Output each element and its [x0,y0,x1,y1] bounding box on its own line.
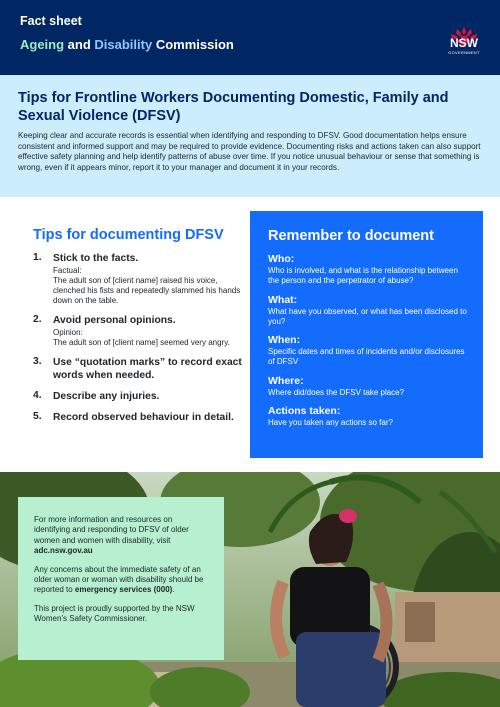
tip-item [33,411,243,424]
remember-item [268,334,468,368]
tip-number: 2. [33,314,42,325]
info-safety-text: Any concerns about the immediate safety of an older woman or woman with disability should be reported to [34,564,204,595]
remember-question: Who: [268,253,295,265]
remember-question: Actions taken: [268,405,341,418]
remember-item [268,405,468,428]
remember-item [268,253,468,287]
tip-number: 3. [33,356,42,367]
commission-word-commission: Commission [152,37,234,52]
remember-question: What: [268,293,298,306]
tip-title: Avoid personal opinions. [53,315,176,326]
tip-subheading: Opinion: [53,328,83,337]
remember-answer: Who is involved, and what is the relationship between the person and the perpetrator of abuse? [268,266,458,286]
tip-item [33,356,243,382]
commission-word-disability: Disability [94,37,153,52]
remember-panel [250,211,483,458]
remember-item [268,294,468,328]
tip-title: Use “quotation marks” to record exact words when needed. [53,357,242,381]
info-safety-end: . [172,585,175,595]
remember-answer: Have you taken any actions so far? [268,418,393,428]
nsw-logo-text: NSW [450,36,478,50]
emergency-services-text: emergency services (000) [74,585,173,595]
commission-word-ageing: Ageing [20,37,65,52]
remember-question: When: [268,334,301,347]
nsw-logo-subtext: GOVERNMENT [448,50,480,55]
remember-question: Where: [268,374,304,387]
tip-title: Record observed behaviour in detail. [53,412,234,423]
tips-heading: Tips for documenting DFSV [33,227,224,243]
page-title: Tips for Frontline Workers Documenting Domestic, Family and Sexual Violence (DFSV) [18,90,449,124]
tip-title: Stick to the facts. [53,253,139,264]
info-resources-text: For more information and resources on identifying and responding to DFSV of older women and women with disability, visit [34,515,189,545]
info-paragraph-support: This project is proudly supported by the NSW Women’s Safety Commissioner. [34,603,195,624]
info-box [18,497,224,660]
tip-number: 5. [33,411,42,422]
info-website-link[interactable]: adc.nsw.gov.au [34,546,93,556]
remember-heading: Remember to document [268,228,434,244]
tip-number: 4. [33,390,42,401]
tip-subheading: Factual: [53,266,82,275]
tip-item [33,390,243,403]
remember-item [268,375,468,398]
remember-answer: Specific dates and times of incidents and/or disclosures of DFSV [268,347,465,367]
tip-number: 1. [33,252,42,263]
page-header [0,0,500,75]
tip-item [33,252,243,306]
fact-sheet-label: Fact sheet [20,14,82,28]
tip-example: The adult son of [client name] raised his voice, clenched his fists and repeatedly slammed his hands down on the table. [53,276,241,305]
remember-answer: Where did/does the DFSV take place? [268,387,405,397]
tip-example: The adult son of [client name] seemed very angry. [53,338,230,347]
info-paragraph-safety [34,565,208,596]
intro-paragraph: Keeping clear and accurate records is essential when identifying and responding to DFSV. Good documentation helps ensure consistent and informed support and may be required to provide evidence. Documenting risks and actions taken can also support effective safety planning and help identify patterns of abuse over time. If you notice unusual behaviour or sense that something is wrong, even if it appears minor, report it to your manager and document it in your records. [18,131,481,172]
tips-list [33,252,243,432]
remember-answer: What have you observed, or what has been disclosed to you? [268,306,467,326]
commission-word-and: and [64,37,95,52]
commission-name [20,37,234,52]
tip-title: Describe any injuries. [53,391,160,402]
tip-item [33,314,243,348]
info-paragraph-resources [34,515,208,557]
remember-list [268,253,468,435]
